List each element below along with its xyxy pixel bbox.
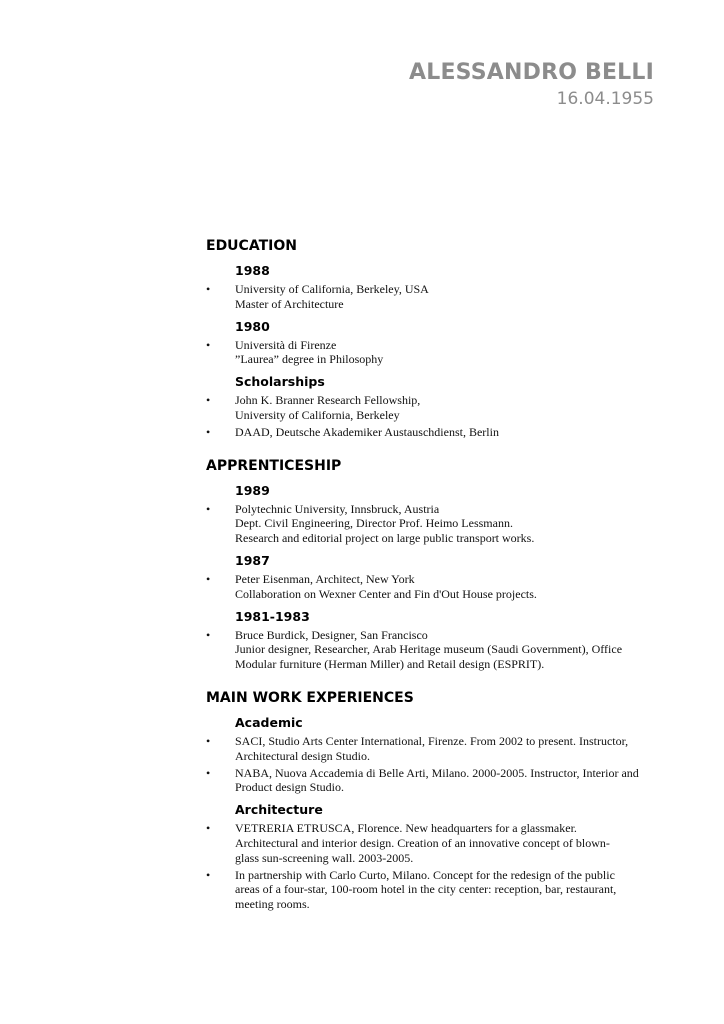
item-list bbox=[206, 572, 656, 602]
list-item bbox=[206, 502, 656, 546]
subsection-heading: Academic bbox=[235, 714, 303, 730]
item-line: Polytechnic University, Innsbruck, Austria bbox=[235, 501, 440, 516]
item-line: University of California, Berkeley bbox=[235, 407, 400, 422]
item-line: University of California, Berkeley, USA bbox=[235, 282, 429, 296]
item-line: Dept. Civil Engineering, Director Prof. Heimo Lessmann. bbox=[235, 516, 513, 531]
list-item bbox=[206, 734, 656, 764]
item-line: John K. Branner Research Fellowship, bbox=[235, 393, 421, 408]
subsection-heading: Scholarships bbox=[235, 374, 325, 390]
bullet-icon: • bbox=[206, 337, 211, 352]
section-education bbox=[206, 236, 656, 440]
date-of-birth: 16.04.1955 bbox=[556, 89, 654, 109]
item-line: NABA, Nuova Accademia di Belle Arti, Milano. 2000-2005. Instructor, Interior and bbox=[235, 765, 639, 780]
list-item bbox=[206, 766, 656, 796]
bullet-icon: • bbox=[206, 765, 211, 780]
list-item bbox=[206, 338, 656, 368]
list-item bbox=[206, 868, 656, 912]
bullet-icon: • bbox=[206, 821, 211, 836]
item-line: meeting rooms. bbox=[235, 897, 310, 912]
section-title: APPRENTICESHIP bbox=[206, 457, 342, 474]
subsection-heading: 1988 bbox=[235, 263, 270, 278]
subsection-heading: 1981-1983 bbox=[235, 608, 310, 624]
item-list bbox=[206, 282, 656, 312]
item-line: Modular furniture (Herman Miller) and Retail design (ESPRIT). bbox=[235, 657, 545, 672]
cv-content bbox=[206, 236, 656, 928]
section-title: MAIN WORK EXPERIENCES bbox=[206, 689, 414, 706]
item-list bbox=[206, 821, 656, 912]
item-line: areas of a four-star, 100-room hotel in the city center: reception, bar, restaurant, bbox=[235, 882, 617, 897]
bullet-icon: • bbox=[206, 501, 211, 516]
item-line: Architectural design Studio. bbox=[235, 748, 370, 763]
item-line: VETRERIA ETRUSCA, Florence. New headquarters for a glassmaker. bbox=[235, 821, 577, 836]
subsection-heading: Architecture bbox=[235, 802, 323, 818]
subsection-heading: 1989 bbox=[235, 482, 270, 498]
section-apprenticeship bbox=[206, 456, 656, 672]
section-groups bbox=[206, 262, 656, 440]
bullet-icon: • bbox=[206, 571, 211, 586]
list-item bbox=[206, 425, 656, 440]
item-line: Architectural and interior design. Creation of an innovative concept of blown- bbox=[235, 835, 610, 850]
item-line: SACI, Studio Arts Center International, Firenze. From 2002 to present. Instructor, bbox=[235, 733, 629, 748]
item-line: In partnership with Carlo Curto, Milano. Concept for the redesign of the public bbox=[235, 867, 615, 882]
item-line: Bruce Burdick, Designer, San Francisco bbox=[235, 627, 428, 642]
item-list bbox=[206, 628, 656, 672]
cv-header bbox=[409, 60, 654, 110]
list-item bbox=[206, 821, 656, 865]
item-list bbox=[206, 393, 656, 439]
item-line: Collaboration on Wexner Center and Fin d'Out House projects. bbox=[235, 586, 537, 601]
bullet-icon: • bbox=[206, 627, 211, 642]
list-item bbox=[206, 572, 656, 602]
subsection-heading: 1980 bbox=[235, 318, 270, 334]
list-item bbox=[206, 393, 656, 423]
item-line: Product design Studio. bbox=[235, 780, 345, 795]
bullet-icon: • bbox=[206, 393, 211, 408]
item-list bbox=[206, 338, 656, 368]
item-list bbox=[206, 502, 656, 546]
item-line: ”Laurea” degree in Philosophy bbox=[235, 352, 384, 367]
section-work-experiences bbox=[206, 688, 656, 912]
section-groups bbox=[206, 714, 656, 912]
item-line: Junior designer, Researcher, Arab Heritage museum (Saudi Government), Office bbox=[235, 642, 623, 657]
bullet-icon: • bbox=[206, 733, 211, 748]
list-item bbox=[206, 282, 656, 312]
item-line: Master of Architecture bbox=[235, 296, 344, 311]
section-title: EDUCATION bbox=[206, 238, 297, 254]
item-line: DAAD, Deutsche Akademiker Austauschdienst, Berlin bbox=[235, 424, 499, 439]
item-list bbox=[206, 734, 656, 795]
item-line: Università di Firenze bbox=[235, 337, 337, 352]
subsection-heading: 1987 bbox=[235, 552, 270, 568]
item-line: Research and editorial project on large public transport works. bbox=[235, 531, 535, 546]
section-groups bbox=[206, 482, 656, 672]
person-name: ALESSANDRO BELLI bbox=[409, 60, 654, 85]
bullet-icon: • bbox=[206, 867, 211, 882]
item-line: glass sun-screening wall. 2003-2005. bbox=[235, 850, 414, 865]
list-item bbox=[206, 628, 656, 672]
bullet-icon: • bbox=[206, 282, 211, 296]
item-line: Peter Eisenman, Architect, New York bbox=[235, 571, 415, 586]
bullet-icon: • bbox=[206, 424, 211, 439]
